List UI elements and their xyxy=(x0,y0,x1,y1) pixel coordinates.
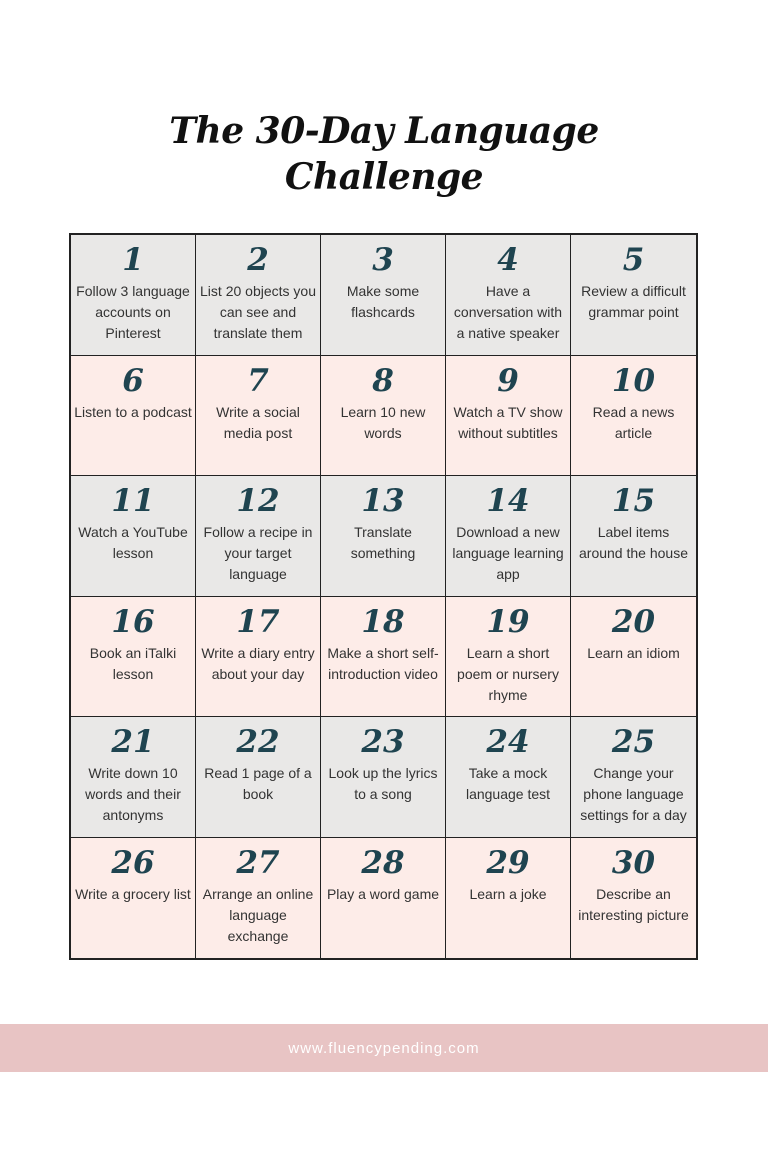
day-task: Label items around the house xyxy=(579,524,688,561)
page-title xyxy=(0,108,768,200)
day-number: 5 xyxy=(622,242,645,278)
day-cell-24 xyxy=(446,717,571,838)
day-cell-18 xyxy=(321,597,446,718)
title-line-1: The 30-Day Language xyxy=(169,110,599,152)
day-number: 7 xyxy=(247,362,269,399)
day-number: 21 xyxy=(111,724,155,760)
day-cell-12 xyxy=(196,476,321,597)
day-number: 6 xyxy=(122,362,144,399)
day-cell-13 xyxy=(321,476,446,597)
day-number: 9 xyxy=(497,362,519,399)
day-task: Download a new language learning app xyxy=(452,524,564,582)
day-task: Read 1 page of a book xyxy=(204,765,312,802)
day-cell-23 xyxy=(321,717,446,838)
day-task: Learn an idiom xyxy=(587,644,680,661)
day-number: 4 xyxy=(497,242,519,278)
footer-url[interactable]: www.fluencypending.com xyxy=(288,1039,480,1057)
day-number: 1 xyxy=(122,242,144,278)
day-number: 27 xyxy=(236,844,280,881)
day-number: 22 xyxy=(236,724,280,760)
day-task: Write a grocery list xyxy=(75,885,191,902)
day-cell-2 xyxy=(196,235,321,356)
day-cell-4 xyxy=(446,235,571,356)
day-number: 10 xyxy=(611,362,656,399)
day-cell-10 xyxy=(571,356,696,477)
day-cell-11 xyxy=(71,476,196,597)
day-cell-15 xyxy=(571,476,696,597)
day-task: Take a mock language test xyxy=(465,765,551,802)
day-task: List 20 objects you can see and translate them xyxy=(200,283,316,341)
day-cell-21 xyxy=(71,717,196,838)
day-task: Read a news article xyxy=(592,403,675,441)
day-task: Review a difficult grammar point xyxy=(581,283,686,320)
day-cell-25 xyxy=(571,717,696,838)
day-task: Arrange an online language exchange xyxy=(202,885,314,944)
day-task: Make a short self-introduction video xyxy=(327,644,439,682)
day-cell-30 xyxy=(571,838,696,959)
day-task: Look up the lyrics to a song xyxy=(328,765,438,802)
title-line-2: Challenge xyxy=(284,156,484,198)
day-cell-17 xyxy=(196,597,321,718)
day-task: Play a word game xyxy=(326,885,440,902)
day-number: 30 xyxy=(611,844,656,881)
day-task: Listen to a podcast xyxy=(74,403,192,420)
day-cell-26 xyxy=(71,838,196,959)
day-cell-29 xyxy=(446,838,571,959)
day-task: Write down 10 words and their antonyms xyxy=(85,765,181,823)
day-task: Change your phone language settings for a day xyxy=(580,765,687,823)
day-task: Watch a YouTube lesson xyxy=(78,524,188,561)
day-cell-8 xyxy=(321,356,446,477)
day-cell-3 xyxy=(321,235,446,356)
day-task: Follow 3 language accounts on Pinterest xyxy=(76,283,190,341)
day-task: Watch a TV show without subtitles xyxy=(453,403,563,441)
day-task: Have a conversation with a native speaker xyxy=(453,283,563,341)
day-task: Translate something xyxy=(350,524,416,561)
day-task: Describe an interesting picture xyxy=(578,885,689,923)
day-number: 18 xyxy=(361,603,405,640)
day-task: Learn 10 new words xyxy=(340,403,426,441)
day-task: Learn a short poem or nursery rhyme xyxy=(457,644,559,703)
day-cell-22 xyxy=(196,717,321,838)
day-number: 28 xyxy=(361,844,405,881)
day-task: Write a social media post xyxy=(216,403,300,441)
day-number: 17 xyxy=(236,603,280,640)
day-number: 29 xyxy=(486,844,530,881)
day-number: 16 xyxy=(111,603,155,640)
day-cell-14 xyxy=(446,476,571,597)
day-number: 11 xyxy=(111,483,155,519)
day-task: Book an iTalki lesson xyxy=(89,644,177,682)
day-task: Follow a recipe in your target language xyxy=(203,524,313,582)
day-number: 23 xyxy=(361,724,405,760)
day-task: Learn a joke xyxy=(469,885,547,902)
day-number: 25 xyxy=(611,724,656,760)
day-number: 12 xyxy=(236,483,280,519)
day-task: Write a diary entry about your day xyxy=(201,644,315,682)
day-task: Make some flashcards xyxy=(346,283,420,320)
day-cell-1 xyxy=(71,235,196,356)
day-number: 13 xyxy=(361,483,405,519)
day-number: 19 xyxy=(486,603,530,640)
day-number: 8 xyxy=(372,362,394,399)
day-cell-16 xyxy=(71,597,196,718)
day-cell-27 xyxy=(196,838,321,959)
day-number: 14 xyxy=(486,483,530,519)
challenge-grid xyxy=(69,233,698,960)
day-number: 3 xyxy=(372,242,394,278)
day-number: 26 xyxy=(111,844,155,881)
day-number: 15 xyxy=(611,483,656,519)
day-cell-20 xyxy=(571,597,696,718)
day-cell-19 xyxy=(446,597,571,718)
day-cell-9 xyxy=(446,356,571,477)
footer-banner xyxy=(0,1024,768,1072)
day-number: 24 xyxy=(486,724,530,760)
day-number: 2 xyxy=(247,242,269,278)
day-cell-28 xyxy=(321,838,446,959)
day-cell-6 xyxy=(71,356,196,477)
day-cell-5 xyxy=(571,235,696,356)
day-number: 20 xyxy=(611,603,656,640)
day-cell-7 xyxy=(196,356,321,477)
